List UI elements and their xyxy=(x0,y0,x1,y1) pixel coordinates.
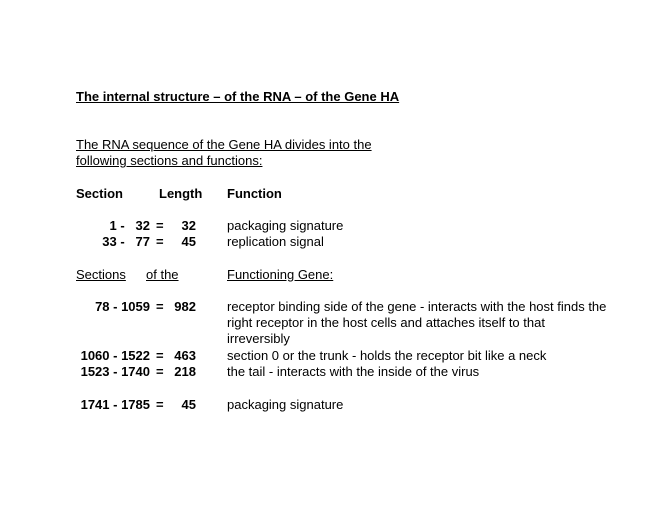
row-length: 218 xyxy=(174,364,196,379)
row-function: packaging signature xyxy=(227,218,344,233)
row-length: 45 xyxy=(181,397,196,412)
row-range: 1060 - 1522 xyxy=(80,348,150,363)
row-equals: = xyxy=(156,218,164,233)
row-function: replication signal xyxy=(227,234,324,249)
header-length: Length xyxy=(159,186,203,201)
row-equals: = xyxy=(156,234,164,249)
row-length: 32 xyxy=(181,218,196,233)
row-function: the tail - interacts with the inside of the virus xyxy=(227,364,480,379)
row-length: 982 xyxy=(174,299,196,314)
row-length: 463 xyxy=(174,348,196,363)
row-function: packaging signature xyxy=(227,397,344,412)
intro-text: The RNA sequence of the Gene HA divides into the following sections and functions: xyxy=(76,137,372,168)
row-function: receptor binding side of the gene - interacts with the host finds the right receptor in the host cells and attaches itself to that irreversibly xyxy=(227,299,607,346)
row-range: 33 - 77 xyxy=(102,234,150,249)
header-section: Section xyxy=(76,186,123,201)
sections-label: Sections xyxy=(76,267,126,282)
row-function: section 0 or the trunk - holds the receptor bit like a neck xyxy=(227,348,547,363)
row-equals: = xyxy=(156,348,164,363)
row-range: 1741 - 1785 xyxy=(80,397,150,412)
row-range: 1 - 32 xyxy=(109,218,150,233)
page-title: The internal structure – of the RNA – of the Gene HA xyxy=(76,89,400,104)
row-length: 45 xyxy=(181,234,196,249)
row-equals: = xyxy=(156,364,164,379)
of-the-label: of the xyxy=(146,267,179,282)
functioning-gene-label: Functioning Gene: xyxy=(227,267,334,282)
row-range: 78 - 1059 xyxy=(95,299,150,314)
header-function: Function xyxy=(227,186,282,201)
row-equals: = xyxy=(156,299,164,314)
row-equals: = xyxy=(156,397,164,412)
row-range: 1523 - 1740 xyxy=(80,364,150,379)
